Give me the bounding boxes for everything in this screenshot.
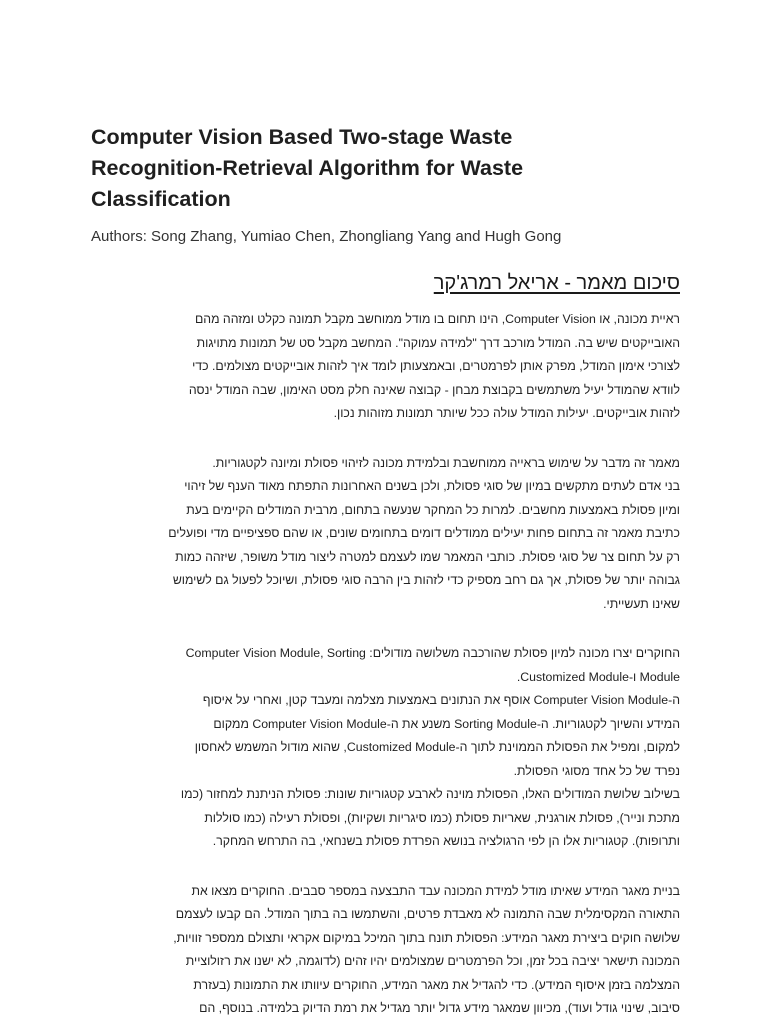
text-line: רק על תחום צר של סוגי פסולת. כותבי המאמר שמו לעצמם למטרה ליצור מודל משופר, שיזהה כמות (175, 549, 680, 564)
text-line: החוקרים יצרו מכונה למיון פסולת שהורכבה משלושה מודולים: Computer Vision Module, Sorting (185, 646, 680, 660)
text-line: האובייקטים שיש בה. המודל מורכב דרך "למידה עמוקה". המחשב מקבל סט של תמונות מתויגות (196, 335, 680, 350)
text-line: בשילוב שלושת המודולים האלו, הפסולת מוינה לארבע קטגוריות שונות: פסולת הניתנת למחזור (כמו (180, 787, 680, 801)
summary-paragraph-2 (88, 452, 680, 617)
text-line: לזהות אובייקטים. יעילות המודל עולה ככל שיותר תמונות מזוהות נכון. (333, 406, 680, 420)
text-line: סיבוב, שינוי גודל ועוד), מכיוון שמאגר מידע גדול יותר מגדיל את רמת הדיוק בלמידה. בנוסף, הם (199, 1001, 680, 1015)
text-line: ותרופות). קטגוריות אלו הן לפי הרגולציה בנושא הפרדת פסולת בשנחאי, בה התרחש המחקר. (212, 834, 680, 848)
text-line: גבוהה יותר של פסולת, אך גם רחב מספיק כדי לזהות בין הרבה סוגי פסולת, ושיוכל לפעול גם לשימוש (172, 573, 680, 587)
text-line: מתכת ונייר), פסולת אורגנית, שאריות פסולת (כמו סיגריות ושקיות), ופסולת רעילה (כמו סוללות (204, 810, 680, 825)
text-line: שלושה חוקים ביצירת מאגר המידע: הפסולת תונח בתוך המיכל במיקום אקראי ותצולם ממספר זוויות, (173, 930, 680, 945)
text-line: התאורה המקסימלית שבה התמונה לא מאבדת פרטים, והשתמשו בה בתוך המודל. הם קבעו לעצמם (175, 907, 680, 921)
text-line: לצורכי אימון המודל, מפרק אותן לפרמטרים, ובאמצעותן לומד איך לזהות אובייקטים מצולמים. כדי (192, 359, 680, 373)
paper-title-line: Computer Vision Based Two-stage Waste (91, 125, 513, 149)
text-line: בני אדם לעתים מתקשים במיון של סוגי פסולת, ולכן בשנים האחרונות התפתח מאוד הענף של זיהוי (184, 479, 680, 493)
text-line: ראיית מכונה, או Computer Vision, הינו תחום בו מודל ממוחשב מקבל תמונה כקלט ומזהה מהם (194, 312, 680, 326)
summary-paragraph-3 (88, 642, 680, 854)
text-line: Module ו-Customized Module. (516, 669, 680, 684)
paper-title-line: Classification (91, 187, 231, 211)
paper-title (91, 122, 691, 215)
text-line: מאמר זה מדבר על שימוש בראייה ממוחשבת ובלמידת מכונה לזיהוי פסולת ומיונה לקטגוריות. (212, 455, 680, 470)
text-line: בניית מאגר המידע שאיתו מודל למידת המכונה עבד התבצעה במספר סבבים. החוקרים מצאו את (191, 883, 680, 898)
text-line: ומיון פסולת באמצעות מחשבים. למרות כל המחקר שנעשה בתחום, מרבית המודלים הקיימים בעת (186, 502, 680, 517)
summary-paragraph-4 (88, 880, 680, 1021)
text-line: המכונה תישאר יציבה בכל זמן, וכל הפרמטרים שמצולמים יהיו זהים (לדוגמה, לא ישנו את רזולוציית (185, 954, 680, 968)
summary-heading: סיכום מאמר - אריאל רמרג'קר (433, 272, 680, 294)
text-line: כתיבת מאמר זה בתחום פחות יעילים ממודלים דומים בתחומים שונים, או שהם ספציפיים מדי ופועלים (168, 526, 680, 540)
paper-authors: Authors: Song Zhang, Yumiao Chen, Zhongliang Yang and Hugh Gong (91, 228, 562, 245)
text-line: ה-Computer Vision Module אוסף את הנתונים באמצעות מצלמה ומעבד קטן, ואחרי על איסוף (202, 693, 680, 707)
text-line: שאינו תעשייתי. (603, 596, 680, 611)
paper-header (91, 122, 691, 247)
text-line: המצלמה בזמן איסוף המידע). כדי להגדיל את מאגר המידע, החוקרים עיוותו את התמונות (בעזרת (193, 977, 680, 992)
text-line: למקום, ומפיל את הפסולת הממוינת לתוך ה-Customized Module, שהוא מודול המשמש לאחסון (194, 740, 680, 754)
summary-section (88, 268, 680, 1021)
text-line: לוודא שהמודל יעיל משתמשים בקבוצת מבחן - קבוצה שאינה חלק מסט האימון, שבה המודל ינסה (188, 382, 680, 397)
text-line: נפרד של כל אחד מסוגי הפסולת. (513, 763, 680, 778)
paper-title-line: Recognition-Retrieval Algorithm for Waste (91, 156, 524, 180)
summary-paragraph-1 (88, 308, 680, 426)
text-line: המידע והשיוך לקטגוריות. ה-Sorting Module משנע את ה-Computer Vision Module ממקום (213, 716, 680, 731)
